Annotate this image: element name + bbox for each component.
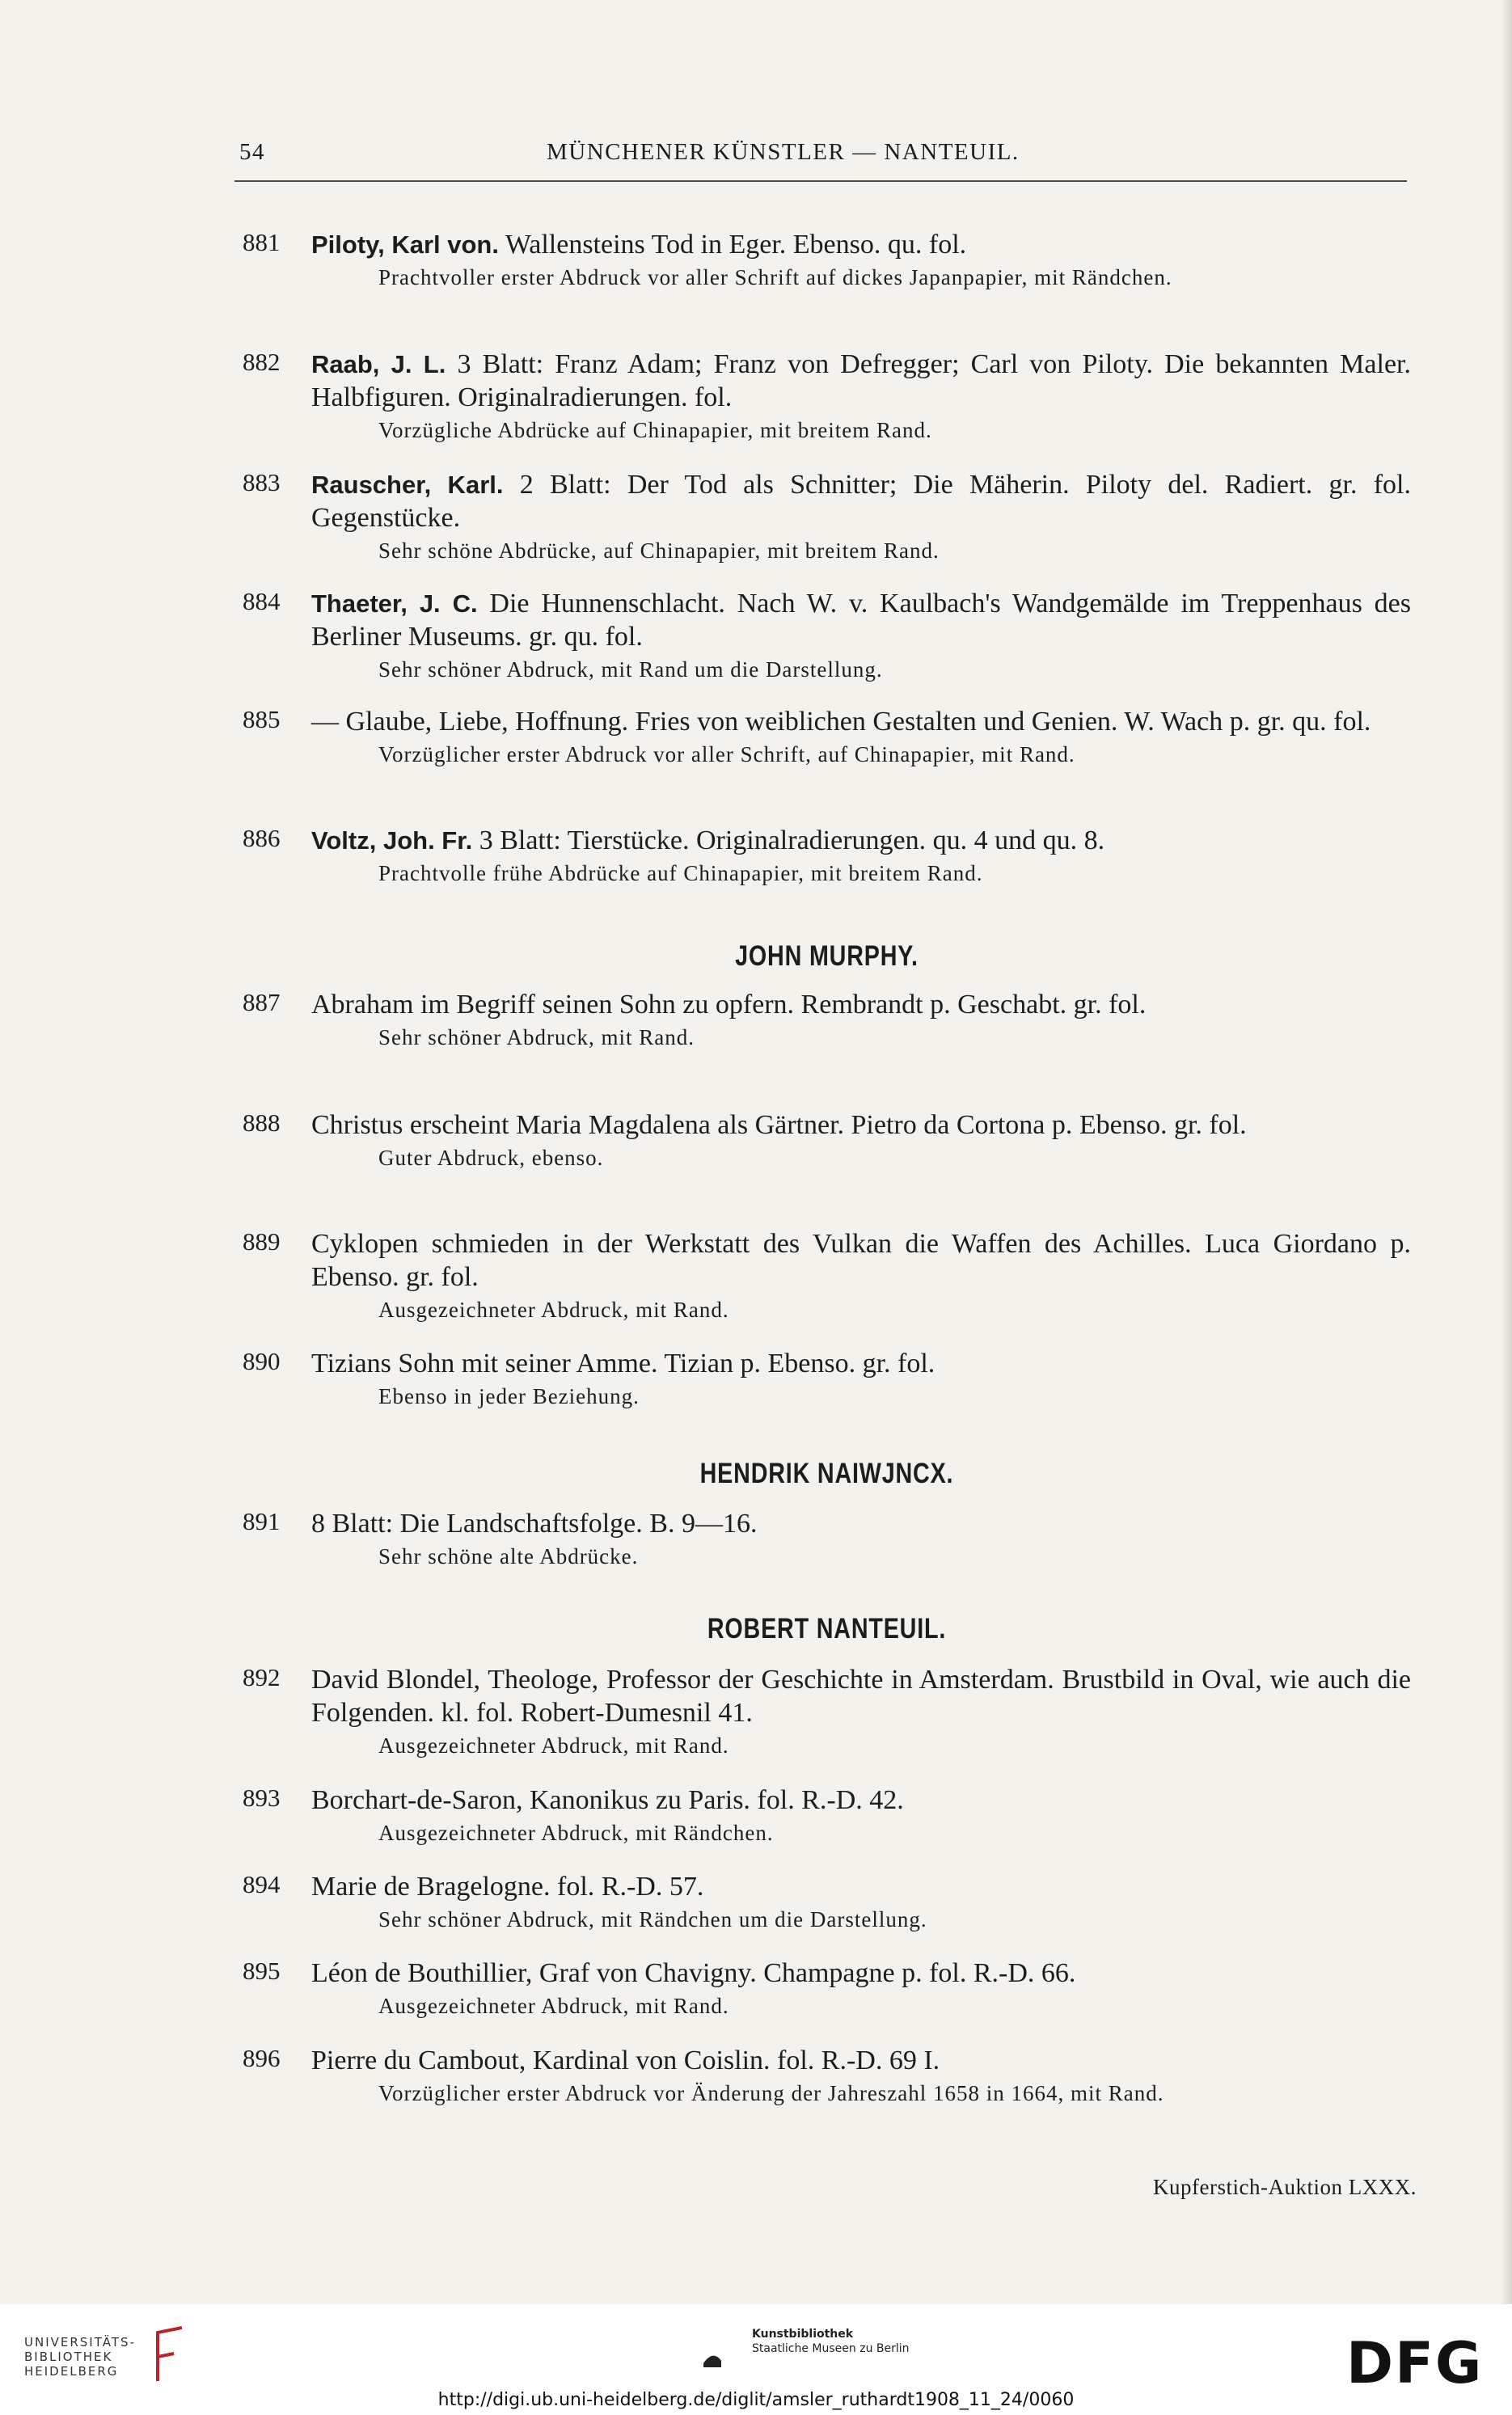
entry-887 [243,988,1411,1051]
entry-note: Ausgezeichneter Abdruck, mit Rändchen. [378,1821,774,1845]
entry-890 [243,1347,1411,1410]
artist-name: Piloty, Karl von. [311,230,499,259]
entry-text: Abraham im Begriff seinen Sohn zu opfern. Rembrandt p. Geschabt. gr. fol. [311,990,1147,1020]
entry-text: Léon de Bouthillier, Graf von Chavigny. Champagne p. fol. R.-D. 66. [311,1958,1076,1988]
entry-number: 882 [243,348,281,376]
entry-text: Cyklopen schmieden in der Werkstatt des Vulkan die Waffen des Achilles. Luca Giordano p. Ebenso. gr. fol. [311,1229,1411,1292]
entry-number: 892 [243,1663,281,1691]
page-number: 54 [239,139,265,165]
entry-881 [243,228,1411,291]
entry-note: Vorzüglicher erster Abdruck vor aller Schrift, auf Chinapapier, mit Rand. [378,742,1075,766]
entry-894 [243,1870,1411,1933]
artist-name: Thaeter, J. C. [311,589,478,618]
entry-note: Ausgezeichneter Abdruck, mit Rand. [378,1733,729,1758]
entry-note: Sehr schöner Abdruck, mit Rändchen um die Darstellung. [378,1907,927,1932]
entry-number: 893 [243,1784,281,1812]
entry-text: Voltz, Joh. Fr. 3 Blatt: Tierstücke. Originalradierungen. qu. 4 und qu. 8. [311,825,1105,855]
entry-note: Sehr schöne alte Abdrücke. [378,1544,639,1568]
kunstbibliothek-label[interactable]: Kunstbibliothek Staatliche Museen zu Berlin [752,2328,910,2355]
entry-number: 889 [243,1227,281,1256]
section-heading-nanteuil: ROBERT NANTEUIL. [707,1613,947,1644]
entry-893 [243,1784,1411,1847]
dfg-logo[interactable]: DFG [1346,2330,1484,2396]
entry-number: 886 [243,824,281,852]
university-library-label[interactable]: UNIVERSITÄTS- BIBLIOTHEK HEIDELBERG [24,2335,136,2379]
entry-895 [243,1957,1411,2020]
entry-text: — Glaube, Liebe, Hoffnung. Fries von weiblichen Gestalten und Genien. W. Wach p. gr. qu. fol. [311,707,1371,737]
kunstbibliothek-logo-icon[interactable] [695,2327,744,2375]
entry-number: 881 [243,228,281,256]
entry-892 [243,1663,1411,1759]
artist-name: Raab, J. L. [311,350,446,378]
entry-note: Ebenso in jeder Beziehung. [378,1384,640,1408]
entry-note: Sehr schöne Abdrücke, auf Chinapapier, mit breitem Rand. [378,538,940,563]
entry-883 [243,468,1411,564]
entry-896 [243,2044,1411,2107]
entry-number: 891 [243,1507,281,1535]
entry-note: Sehr schöner Abdruck, mit Rand um die Darstellung. [378,657,883,682]
entry-text: Borchart-de-Saron, Kanonikus zu Paris. fol. R.-D. 42. [311,1785,904,1815]
entry-number: 887 [243,988,281,1016]
entry-note: Vorzüglicher erster Abdruck vor Änderung der Jahreszahl 1658 in 1664, mit Rand. [378,2081,1164,2105]
university-logo-icon[interactable] [150,2324,190,2385]
entry-text: Raab, J. L. 3 Blatt: Franz Adam; Franz von Defregger; Carl von Piloty. Die bekannten Maler. Halbfiguren. Originalradierungen. fol. [311,349,1411,412]
entry-number: 883 [243,468,281,496]
entry-882 [243,348,1411,444]
entry-888 [243,1108,1411,1172]
entry-number: 894 [243,1870,281,1898]
entry-note: Prachtvolle frühe Abdrücke auf Chinapapier, mit breitem Rand. [378,861,983,885]
entry-886 [243,824,1411,887]
entry-text: Piloty, Karl von. Wallensteins Tod in Eger. Ebenso. qu. fol. [311,230,967,260]
entry-number: 895 [243,1957,281,1985]
artist-name: Voltz, Joh. Fr. [311,826,473,855]
entry-note: Prachtvoller erster Abdruck vor aller Schrift auf dickes Japanpapier, mit Rändchen. [378,265,1172,289]
entry-text: Thaeter, J. C. Die Hunnenschlacht. Nach W. v. Kaulbach's Wandgemälde im Treppenhaus des Berliner Museums. gr. qu. fol. [311,589,1411,652]
entry-number: 888 [243,1108,281,1137]
entry-number: 885 [243,705,281,733]
entry-885 [243,705,1411,768]
entry-note: Guter Abdruck, ebenso. [378,1146,604,1170]
entry-text: Pierre du Cambout, Kardinal von Coislin. fol. R.-D. 69 I. [311,2046,940,2075]
entry-note: Ausgezeichneter Abdruck, mit Rand. [378,1994,729,2018]
section-heading-naiwjncx: HENDRIK NAIWJNCX. [699,1458,954,1489]
permalink-url[interactable]: http://digi.ub.uni-heidelberg.de/diglit/amsler_ruthardt1908_11_24/0060 [437,2390,1075,2410]
artist-name: Rauscher, Karl. [311,471,504,499]
entry-note: Ausgezeichneter Abdruck, mit Rand. [378,1298,729,1322]
entry-889 [243,1227,1411,1324]
entry-number: 890 [243,1347,281,1375]
section-heading-murphy: JOHN MURPHY. [735,940,919,972]
entry-text: David Blondel, Theologe, Professor der Geschichte in Amsterdam. Brustbild in Oval, wie auch die Folgenden. kl. fol. Robert-Dumesnil 41. [311,1665,1411,1728]
entry-text: Christus erscheint Maria Magdalena als Gärtner. Pietro da Cortona p. Ebenso. gr. fol. [311,1110,1247,1140]
auction-footer-note: Kupferstich-Auktion LXXX. [1153,2175,1417,2199]
entry-text: Rauscher, Karl. 2 Blatt: Der Tod als Schnitter; Die Mäherin. Piloty del. Radiert. gr. fol. Gegenstücke. [311,470,1411,533]
entry-text: 8 Blatt: Die Landschaftsfolge. B. 9—16. [311,1509,758,1539]
entry-note: Vorzügliche Abdrücke auf Chinapapier, mit breitem Rand. [378,418,932,442]
header-title: MÜNCHENER KÜNSTLER — NANTEUIL. [547,139,1020,165]
entry-884 [243,587,1411,683]
entry-number: 896 [243,2044,281,2072]
entry-891 [243,1507,1411,1570]
entry-number: 884 [243,587,281,615]
entry-note: Sehr schöner Abdruck, mit Rand. [378,1025,695,1049]
entry-text: Tizians Sohn mit seiner Amme. Tizian p. Ebenso. gr. fol. [311,1349,935,1378]
entry-text: Marie de Bragelogne. fol. R.-D. 57. [311,1872,704,1902]
